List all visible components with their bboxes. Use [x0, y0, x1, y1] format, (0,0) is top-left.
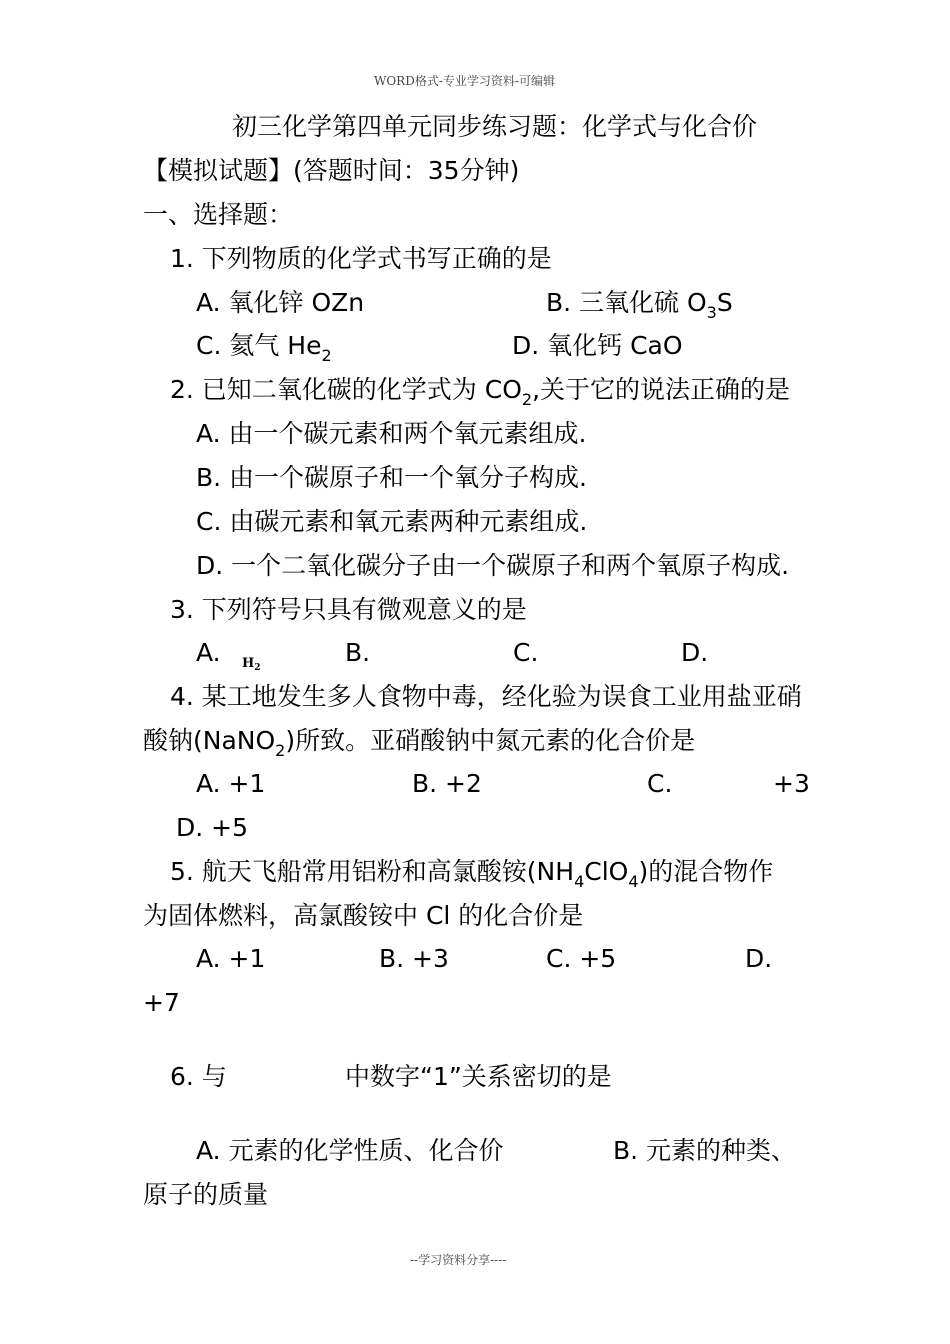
q4-option-a: A. +1	[196, 769, 266, 798]
q5-option-d: D.	[745, 944, 773, 973]
mock-exam-line: 【模拟试题】(答题时间：35分钟)	[143, 156, 520, 185]
q5-option-c: C. +5	[546, 944, 617, 973]
q1-option-c: C. 氦气 $He_2$	[196, 331, 332, 365]
q4-option-d: D. +5	[176, 813, 248, 842]
q1-option-b: B. 三氧化硫 $O_3S$	[546, 288, 733, 322]
q1-option-d: D. 氧化钙 CaO	[512, 331, 683, 360]
h2-formula-image: $H_2$	[242, 656, 261, 673]
q2-option-c: C. 由碳元素和氧元素两种元素组成.	[196, 507, 588, 536]
q4-stem-line1: 4. 某工地发生多人食物中毒，经化验为误食工业用盐亚硝	[170, 682, 802, 711]
q5-option-b: B. +3	[379, 944, 449, 973]
q4-stem-line2: 酸钠(NaNO$_2$)所致。亚硝酸钠中氮元素的化合价是	[143, 726, 696, 760]
q1-option-a: A. 氧化锌 OZn	[196, 288, 365, 317]
q3-stem: 3. 下列符号只具有微观意义的是	[170, 595, 527, 624]
q3-option-c: C.	[513, 638, 539, 667]
page-footer: --学习资料分享----	[410, 1253, 507, 1267]
q6-stem-start: 6. 与	[170, 1062, 227, 1091]
q6-option-a: A. 元素的化学性质、化合价	[196, 1136, 504, 1165]
q2-stem: 2. 已知二氧化碳的化学式为 $CO_2$,关于它的说法正确的是	[170, 375, 791, 409]
q6-option-b-continued: 原子的质量	[143, 1180, 269, 1209]
q2-option-a: A. 由一个碳元素和两个氧元素组成.	[196, 419, 587, 448]
q4-option-c: C.	[647, 769, 673, 798]
q5-option-a: A. +1	[196, 944, 266, 973]
q6-option-b: B. 元素的种类、	[613, 1136, 797, 1165]
q2-option-d: D. 一个二氧化碳分子由一个碳原子和两个氧原子构成.	[196, 551, 790, 580]
page-title: 初三化学第四单元同步练习题：化学式与化合价	[232, 112, 758, 141]
q5-stem-line2: 为固体燃料，高氯酸铵中 Cl 的化合价是	[143, 901, 584, 930]
q4-option-b: B. +2	[412, 769, 482, 798]
q6-stem-end: 中数字“1”关系密切的是	[345, 1062, 612, 1091]
section-heading: 一、选择题：	[143, 200, 294, 229]
q3-option-a: A.	[196, 638, 221, 667]
q4-option-c-value: +3	[773, 769, 810, 798]
q3-option-b: B.	[345, 638, 371, 667]
q2-option-b: B. 由一个碳原子和一个氧分子构成.	[196, 463, 587, 492]
q5-option-d-value: +7	[143, 988, 180, 1017]
q3-option-d: D.	[681, 638, 709, 667]
page-header: WORD格式-专业学习资料-可编辑	[374, 74, 555, 88]
q5-stem-line1: 5. 航天飞船常用铝粉和高氯酸铵$(NH_4ClO_4)$的混合物作	[170, 857, 774, 891]
q1-stem: 1. 下列物质的化学式书写正确的是	[170, 244, 552, 273]
